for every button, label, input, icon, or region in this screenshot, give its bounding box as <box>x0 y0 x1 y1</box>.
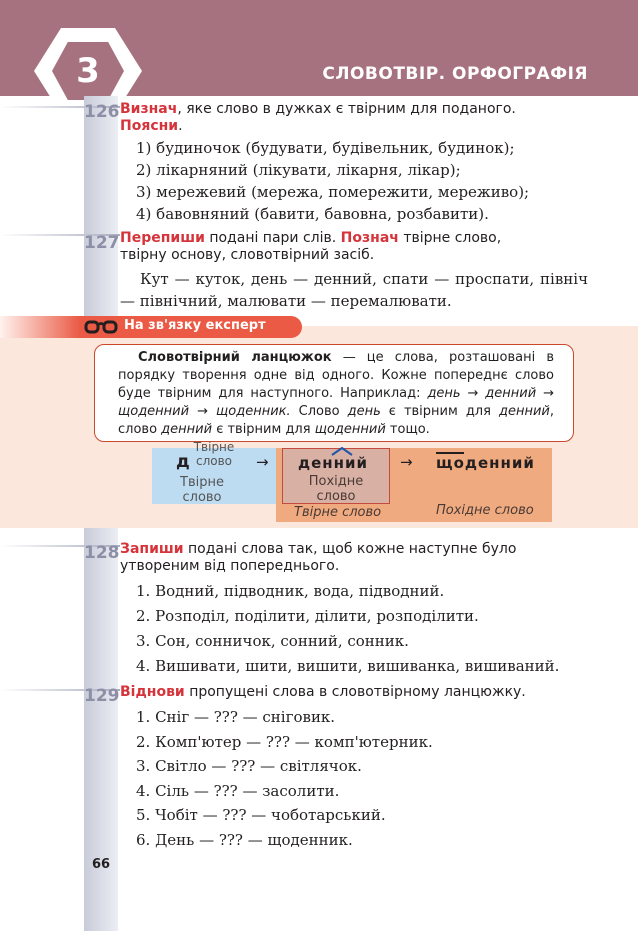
exercise-number: 128 <box>84 543 120 563</box>
definition-part: , слово <box>118 404 554 437</box>
task-verb: Поясни <box>120 118 179 134</box>
base-caption: Твірне слово <box>294 505 382 520</box>
definition-term: Словотвірний ланцюжок <box>138 350 332 365</box>
definition-word: день <box>347 404 381 419</box>
list-item: 4. Сіль — ??? — засолити. <box>136 781 340 800</box>
list-item: 4) бавовняний (бавити, бавовна, розбавити). <box>136 205 489 223</box>
task-text: . <box>178 118 183 134</box>
list-item: 1) будиночок (будувати, будівельник, будинок); <box>136 139 515 157</box>
exercise-number: 129 <box>84 686 120 706</box>
list-item: 5. Чобіт — ??? — чоботарський. <box>136 806 386 824</box>
chain-arrow: → <box>256 453 269 471</box>
list-item: 3. Світло — ??? — світлячок. <box>136 757 362 775</box>
list-item: 4. Вишивати, шити, вишити, вишиванка, вишиваний. <box>136 657 560 675</box>
definition-part: є твірним для <box>380 404 499 419</box>
definition-text <box>118 349 554 439</box>
exercise-126-list <box>136 137 529 225</box>
derived-caption: Похідне слово <box>436 503 534 518</box>
task-verb: Віднови <box>120 684 185 700</box>
exercise-number: 126 <box>84 102 120 122</box>
task-text: твірне слово, твірну основу, словотвірний засіб. <box>120 230 502 263</box>
definition-example: день → денний → щоденний → щоденник. <box>118 386 554 419</box>
exercise-126-task <box>120 101 552 135</box>
chain-word-1-label: Твірне слово <box>193 440 235 468</box>
task-text: , яке слово в дужках є твірним для поданого. <box>177 101 516 117</box>
definition-word: денний <box>498 404 550 419</box>
margin-bar <box>84 96 118 326</box>
exercise-129-task <box>120 684 552 701</box>
exercise-127-task <box>120 230 552 264</box>
derived-word-label: Похідне слово <box>308 474 364 504</box>
suffix-mark-icon <box>330 446 354 456</box>
definition-word: щоденний <box>314 422 386 437</box>
definition-part: є твірним для <box>212 422 315 437</box>
list-item: 6. День — ??? — щоденник. <box>136 830 353 849</box>
task-verb: Познач <box>340 230 399 246</box>
glasses-icon <box>84 318 118 336</box>
exercise-number: 127 <box>84 233 120 253</box>
list-item: 2. Комп'ютер — ??? — комп'ютерник. <box>136 732 433 751</box>
exercise-127-words: Кут — куток, день — денний, спати — проспати, північ — північний, малювати — перемалювати. <box>120 270 588 310</box>
task-text: подані слова так, щоб кожне наступне було утвореним від попереднього. <box>120 541 517 574</box>
chapter-number: 3 <box>76 51 100 91</box>
list-item: 1. Водний, підводник, вода, підводний. <box>136 582 445 600</box>
task-text: пропущені слова в словотвірному ланцюжку. <box>184 684 526 700</box>
chapter-title: СЛОВОТВІР. ОРФОГРАФІЯ <box>322 64 588 84</box>
task-verb: Визнач <box>120 101 178 117</box>
exercise-128-task <box>120 541 552 575</box>
chain-word-1: д <box>176 452 191 472</box>
list-item: 1. Сніг — ??? — сніговик. <box>136 708 336 726</box>
task-verb: Запиши <box>120 541 184 557</box>
definition-part: Слово <box>290 404 348 419</box>
list-item: 2. Розподіл, поділити, ділити, розподілити. <box>136 607 479 625</box>
definition-word: денний <box>161 422 213 437</box>
list-item: 3. Сон, сонничок, сонний, сонник. <box>136 632 409 650</box>
chain-word-3: щоденний <box>436 454 535 472</box>
chain-word-2: денний <box>298 454 369 472</box>
task-verb: Перепиши <box>120 230 205 246</box>
expert-label: На зв'язку експерт <box>124 318 266 333</box>
list-item: 2) лікарняний (лікувати, лікарня, лікар); <box>136 161 461 179</box>
list-item: 3) мережевий (мережа, помережити, мереживо); <box>136 183 530 201</box>
base-word-label: Твірне слово <box>180 475 224 505</box>
exercise-128-list <box>136 579 559 679</box>
definition-part: тощо. <box>385 422 430 437</box>
page-number: 66 <box>91 857 111 872</box>
expert-tab-fade <box>0 316 80 338</box>
definition-part: — це слова, розташовані в порядку творення одне від одного. Кожне попереднє слово буде твірним для наступного. Наприклад: <box>118 350 554 401</box>
chain-arrow: → <box>400 453 413 471</box>
exercise-129-list <box>136 705 433 852</box>
task-text: подані пари слів. <box>204 230 341 246</box>
